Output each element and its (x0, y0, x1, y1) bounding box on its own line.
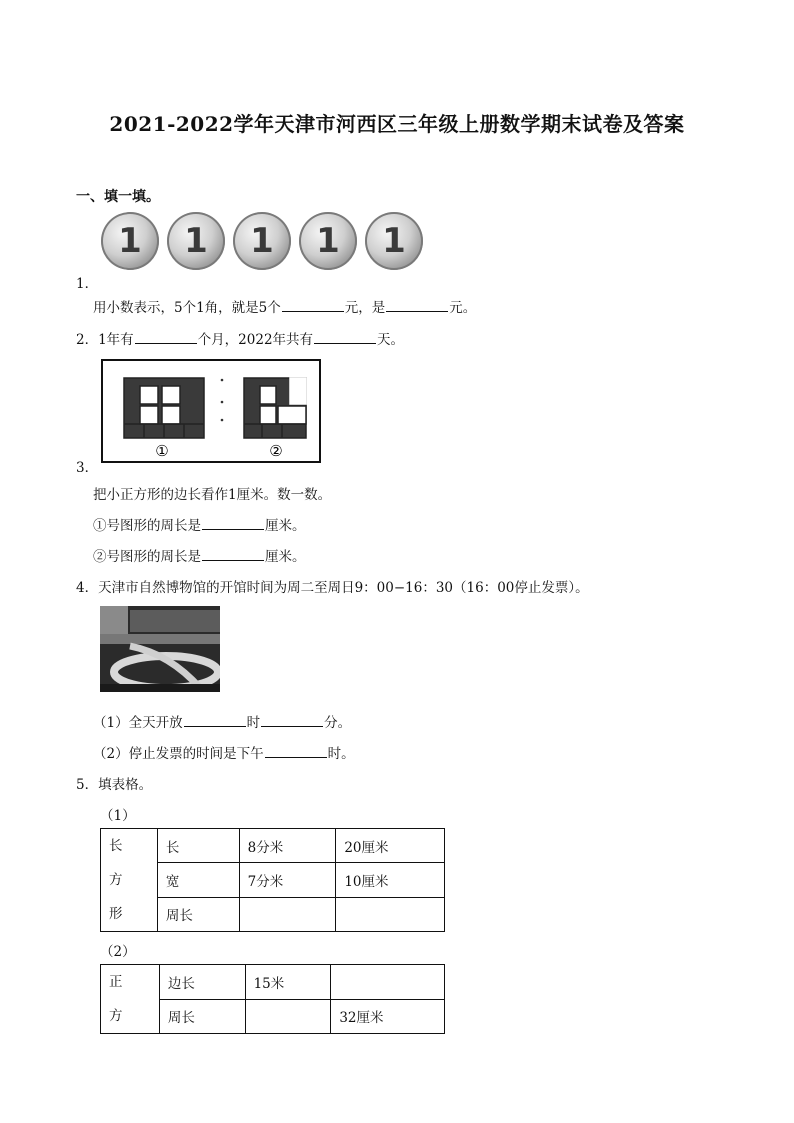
section-heading: 一、填一填。 (76, 189, 160, 205)
q5-part2: （2） (100, 944, 136, 960)
answer-blank[interactable] (314, 331, 376, 344)
table-row: 周长 32厘米 (101, 999, 445, 1034)
square-table (100, 964, 445, 1034)
figure-1-label: ① (155, 442, 169, 460)
answer-blank[interactable] (386, 299, 448, 312)
answer-blank[interactable] (265, 745, 327, 758)
table-row: 长 方 形 长 8分米 20厘米 (101, 829, 445, 863)
answer-cell[interactable] (336, 897, 445, 931)
answer-blank[interactable] (282, 299, 344, 312)
q4-sub1: （1）全天开放 时 分。 (93, 715, 352, 731)
answer-blank[interactable] (202, 517, 264, 530)
q3-intro: 把小正方形的边长看作1厘米。数一数。 (93, 487, 332, 503)
answer-cell[interactable] (245, 999, 331, 1034)
shape-label: 长 方 形 (101, 829, 158, 932)
perimeter-figure (100, 358, 322, 464)
museum-photo (100, 606, 220, 692)
q4-sub2: （2）停止发票的时间是下午 时。 (93, 746, 355, 762)
answer-blank[interactable] (202, 548, 264, 561)
answer-blank[interactable] (184, 714, 246, 727)
q4-text: 4．天津市自然博物馆的开馆时间为周二至周日9：00−16：30（16：00停止发票）。 (76, 580, 589, 596)
answer-cell[interactable] (331, 965, 445, 1000)
q3-line1: ①号图形的周长是 厘米。 (93, 518, 306, 534)
q2-text: 2．1年有 个月，2022年共有 天。 (76, 332, 405, 348)
table-row: 正 方 边长 15米 (101, 965, 445, 1000)
q5-text: 5．填表格。 (76, 777, 153, 793)
table-row: 宽 7分米 10厘米 (101, 863, 445, 897)
q5-part1: （1） (100, 808, 136, 824)
rectangle-table (100, 828, 445, 932)
table-row: 周长 (101, 897, 445, 931)
figure-2-label: ② (269, 442, 283, 460)
answer-blank[interactable] (261, 714, 323, 727)
q1-text: 用小数表示，5个1角，就是5个 元，是 元。 (93, 300, 477, 316)
coin-icon: 1 (299, 212, 357, 270)
q3-line2: ②号图形的周长是 厘米。 (93, 549, 306, 565)
coin-icon: 1 (167, 212, 225, 270)
answer-cell[interactable] (239, 897, 336, 931)
q3-number: 3． (76, 460, 99, 476)
coin-icon: 1 (101, 212, 159, 270)
coin-icon: 1 (233, 212, 291, 270)
answer-blank[interactable] (135, 331, 197, 344)
coin-icon: 1 (365, 212, 423, 270)
page-title: 2021-2022学年天津市河西区三年级上册数学期末试卷及答案 (109, 112, 685, 136)
shape-label: 正 方 (101, 965, 160, 1034)
q1-number: 1． (76, 276, 99, 292)
